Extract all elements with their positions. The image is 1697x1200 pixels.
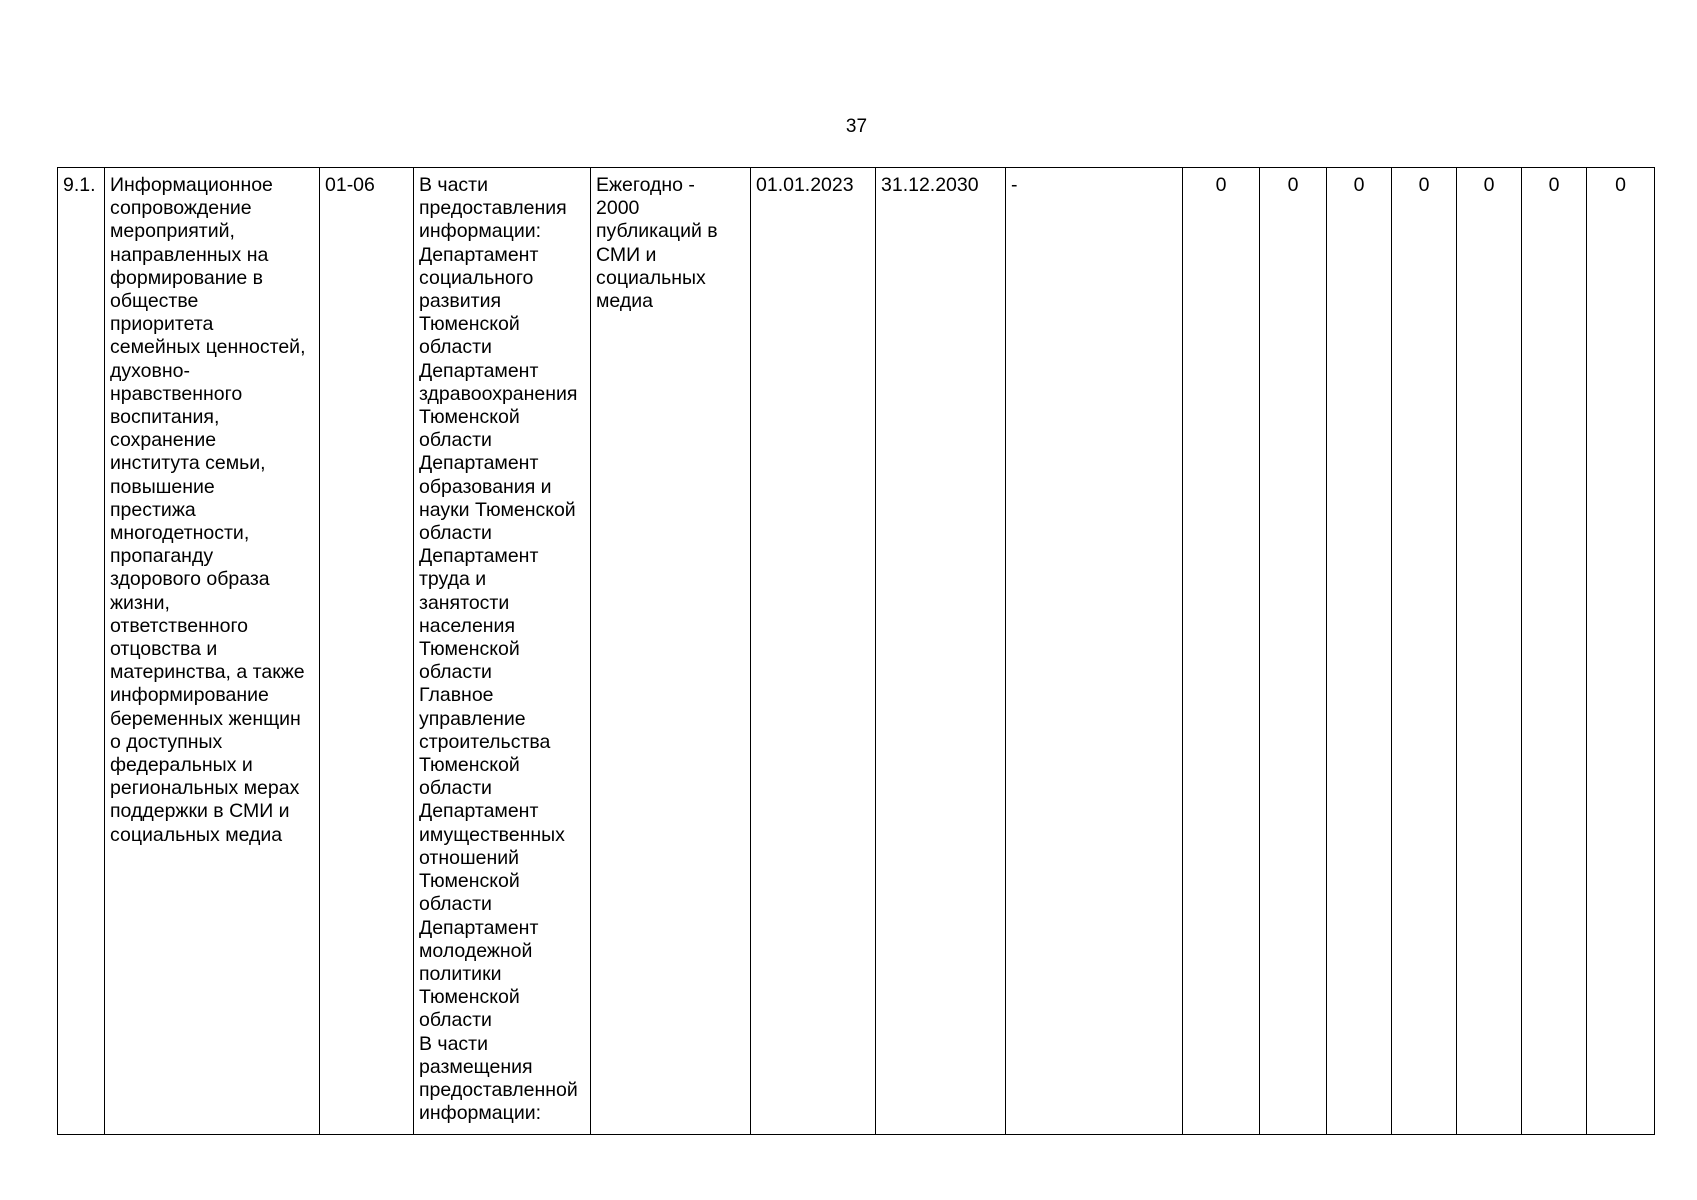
description-line: духовно- <box>110 359 190 382</box>
code-cell: 01-06 <box>320 168 414 1135</box>
indicator-line: публикаций в <box>596 220 718 243</box>
description-line: социальных медиа <box>110 823 283 846</box>
executor-line: управление <box>419 707 526 730</box>
executor-line: В части <box>419 1032 489 1055</box>
executor-line: области <box>419 777 492 800</box>
executor-line: здравоохранения <box>419 382 578 405</box>
executor-line: области <box>419 893 492 916</box>
value-cell-1: 0 <box>1183 168 1260 1135</box>
executor-line: Департамент <box>419 243 539 266</box>
description-line: воспитания, <box>110 406 220 429</box>
indicator-line: Ежегодно - <box>596 174 695 196</box>
executor-line: Департамент <box>419 800 539 823</box>
executor-line: политики <box>419 962 502 985</box>
indicator-line: СМИ и <box>596 243 657 266</box>
description-line: престижа <box>110 498 196 521</box>
indicator-line: 2000 <box>596 197 640 220</box>
executor-line: предоставления <box>419 197 567 220</box>
executor-line: области <box>419 336 492 359</box>
executor-line: Тюменской <box>419 313 520 336</box>
value-cell-3: 0 <box>1327 168 1392 1135</box>
description-line: института семьи, <box>110 452 266 475</box>
executor-line: имущественных <box>419 823 565 846</box>
description-line: мероприятий, <box>110 220 235 243</box>
description-line: материнства, а также <box>110 661 305 684</box>
executor-line: Департамент <box>419 359 539 382</box>
executor-line: Департамент <box>419 452 539 475</box>
executor-line: области <box>419 522 492 545</box>
executor-line: Департамент <box>419 916 539 939</box>
program-table <box>57 167 1655 1135</box>
executor-line: молодежной <box>419 939 533 962</box>
indicator-line: медиа <box>596 290 653 313</box>
description-line: отцовства и <box>110 638 218 661</box>
executor-line: области <box>419 661 492 684</box>
executor-line: размещения <box>419 1055 533 1078</box>
description-line: приоритета <box>110 313 214 336</box>
executor-line: развития <box>419 290 502 313</box>
executor-line: информации: <box>419 220 542 243</box>
value-cell-7: 0 <box>1587 168 1655 1135</box>
executor-line: Тюменской <box>419 406 520 429</box>
source-cell: - <box>1006 168 1183 1135</box>
description-line: Информационное <box>110 174 273 196</box>
executor-line: Главное <box>419 684 494 707</box>
description-line: региональных мерах <box>110 777 300 800</box>
description-line: направленных на <box>110 243 269 266</box>
description-line: поддержки в СМИ и <box>110 800 290 823</box>
value-cell-4: 0 <box>1392 168 1457 1135</box>
description-line: многодетности, <box>110 522 250 545</box>
description-line: обществе <box>110 290 199 313</box>
executor-line: труда и <box>419 568 487 591</box>
end-date-cell: 31.12.2030 <box>876 168 1006 1135</box>
executor-line: населения <box>419 614 516 637</box>
executor-line: информации: <box>419 1102 542 1125</box>
description-line: беременных женщин <box>110 707 301 730</box>
executor-line: образования и <box>419 475 552 498</box>
description-line: сохранение <box>110 429 217 452</box>
row-number: 9.1. <box>58 168 105 1135</box>
value-cell-6: 0 <box>1522 168 1587 1135</box>
description-line: повышение <box>110 475 215 498</box>
description-line: пропаганду <box>110 545 214 568</box>
executor-line: отношений <box>419 846 520 869</box>
executor-line: Тюменской <box>419 986 520 1009</box>
description-line: семейных ценностей, <box>110 336 306 359</box>
description-line: формирование в <box>110 266 263 289</box>
executor-line: области <box>419 1009 492 1032</box>
description-line: информирование <box>110 684 269 707</box>
description-line: федеральных и <box>110 754 253 777</box>
executor-line: социального <box>419 266 534 289</box>
executor-line: Тюменской <box>419 754 520 777</box>
executor-line: предоставленной <box>419 1078 578 1101</box>
executor-line: В части <box>419 174 489 196</box>
value-cell-5: 0 <box>1457 168 1522 1135</box>
indicator-cell <box>591 168 751 1135</box>
indicator-line: социальных <box>596 266 706 289</box>
executors-cell <box>414 168 591 1135</box>
executor-line: Тюменской <box>419 638 520 661</box>
description-line: жизни, <box>110 591 170 614</box>
value-cell-2: 0 <box>1260 168 1327 1135</box>
description-line: ответственного <box>110 614 248 637</box>
description-line: здорового образа <box>110 568 270 591</box>
description-line: сопровождение <box>110 197 252 220</box>
executor-line: Департамент <box>419 545 539 568</box>
executor-line: занятости <box>419 591 510 614</box>
executor-line: Тюменской <box>419 870 520 893</box>
measure-description <box>105 168 320 1135</box>
executor-line: области <box>419 429 492 452</box>
start-date-cell: 01.01.2023 <box>751 168 876 1135</box>
table-row <box>58 168 1655 1135</box>
executor-line: строительства <box>419 730 551 753</box>
page-number: 37 <box>845 116 868 137</box>
description-line: о доступных <box>110 730 223 753</box>
executor-line: науки Тюменской <box>419 498 576 521</box>
description-line: нравственного <box>110 382 243 405</box>
